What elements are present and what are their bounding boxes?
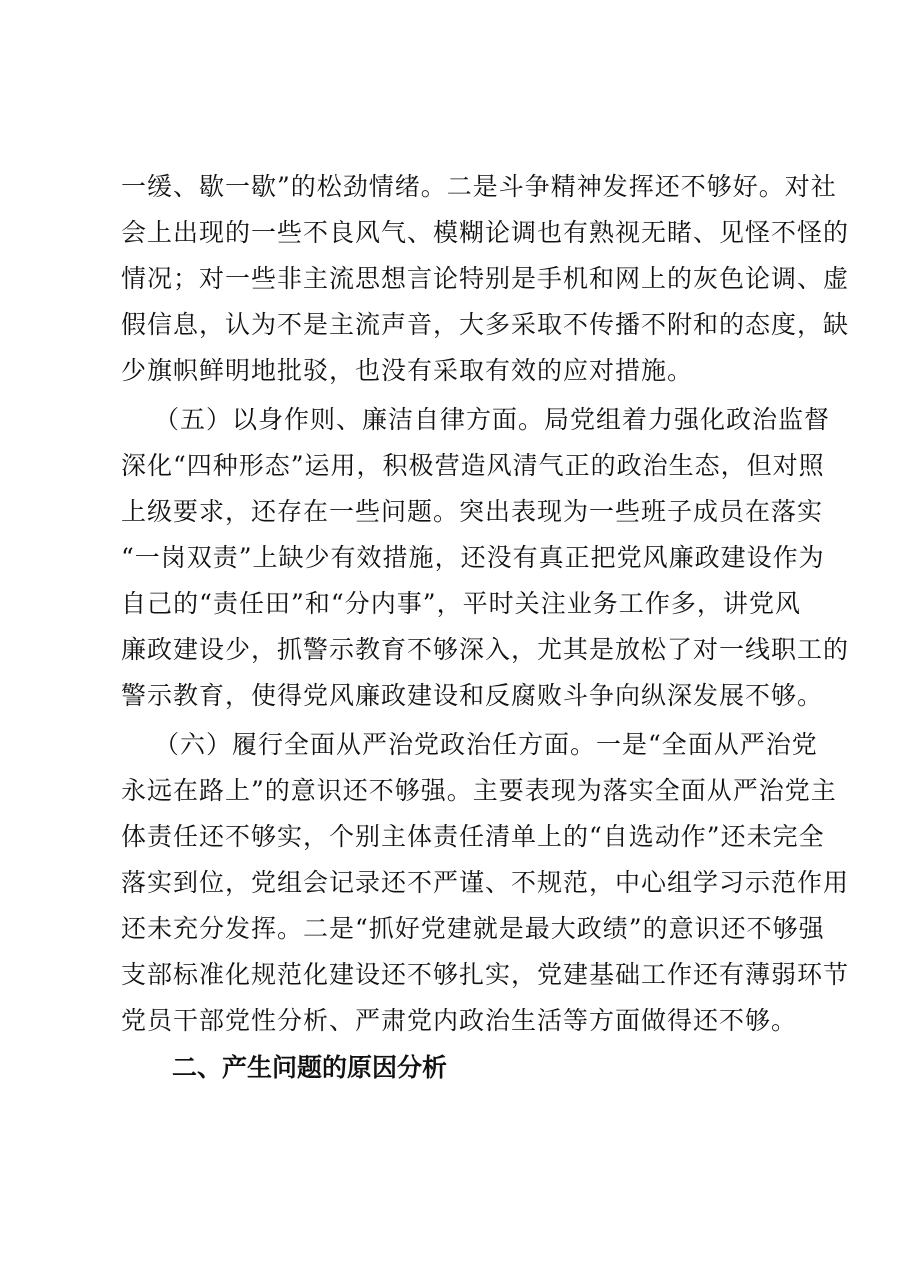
line-text: 廉政建设少，抓警示教育不够深入，尤其是放松了对一线职工的 (121, 635, 850, 664)
paragraph-line (0, 910, 909, 948)
line-text: 情况；对一些非主流思想言论特别是手机和网上的灰色论调、虚 (121, 264, 850, 293)
paragraph-line (0, 631, 909, 669)
line-text: 少旗帜鲜明地批驳，也没有采取有效的应对措施。 (121, 356, 694, 385)
paragraph-line (0, 168, 909, 206)
paragraph-line (0, 447, 909, 485)
line-text: 深化“四种形态”运用，积极营造风清气正的政治生态，但对照 (121, 451, 825, 480)
paragraph-line (0, 726, 909, 764)
line-text: 一缓、歇一歇”的松劲情绪。二是斗争精神发挥还不够好。对社 (121, 172, 837, 201)
paragraph-line (0, 818, 909, 856)
paragraph-line (0, 306, 909, 344)
line-text: 还未充分发挥。二是“抓好党建就是最大政绩”的意识还不够强 (121, 914, 825, 943)
line-text: 上级要求，还存在一些问题。突出表现为一些班子成员在落实 (121, 497, 824, 526)
paragraph-line (0, 493, 909, 531)
paragraph-line (0, 585, 909, 623)
line-text: 永远在路上”的意识还不够强。主要表现为落实全面从严治党主 (121, 776, 837, 805)
line-text: 假信息，认为不是主流声音，大多采取不传播不附和的态度，缺 (121, 310, 850, 339)
line-text: 支部标准化规范化建设还不够扎实，党建基础工作还有薄弱环节 (121, 960, 850, 989)
line-text: 会上出现的一些不良风气、模糊论调也有熟视无睹、见怪不怪的 (121, 218, 850, 247)
paragraph-line (0, 401, 909, 439)
line-text: 警示教育，使得党风廉政建设和反腐败斗争向纵深发展不够。 (121, 681, 824, 710)
paragraph-line (0, 956, 909, 994)
line-text: 体责任还不够实，个别主体责任清单上的“自选动作”还未完全 (121, 822, 825, 851)
line-text: 落实到位，党组会记录还不严谨、不规范，中心组学习示范作用 (121, 868, 850, 897)
paragraph-line (0, 260, 909, 298)
section-heading-text: 二、产生问题的原因分析 (172, 1053, 448, 1082)
paragraph-line (0, 1002, 909, 1040)
paragraph-line (0, 864, 909, 902)
line-text: 自己的“责任田”和“分内事”，平时关注业务工作多，讲党风 (121, 589, 801, 618)
paragraph-line (0, 214, 909, 252)
line-text: （五）以身作则、廉洁自律方面。局党组着力强化政治监督 (154, 405, 831, 434)
line-text: 党员干部党性分析、严肃党内政治生活等方面做得还不够。 (121, 1006, 798, 1035)
paragraph-line (0, 539, 909, 577)
line-text: （六）履行全面从严治党政治任方面。一是“全面从严治党 (154, 730, 818, 759)
paragraph-line (0, 772, 909, 810)
paragraph-line (0, 352, 909, 390)
section-heading (0, 1048, 909, 1088)
paragraph-line (0, 677, 909, 715)
line-text: “一岗双责”上缺少有效措施，还没有真正把党风廉政建设作为 (121, 543, 825, 572)
